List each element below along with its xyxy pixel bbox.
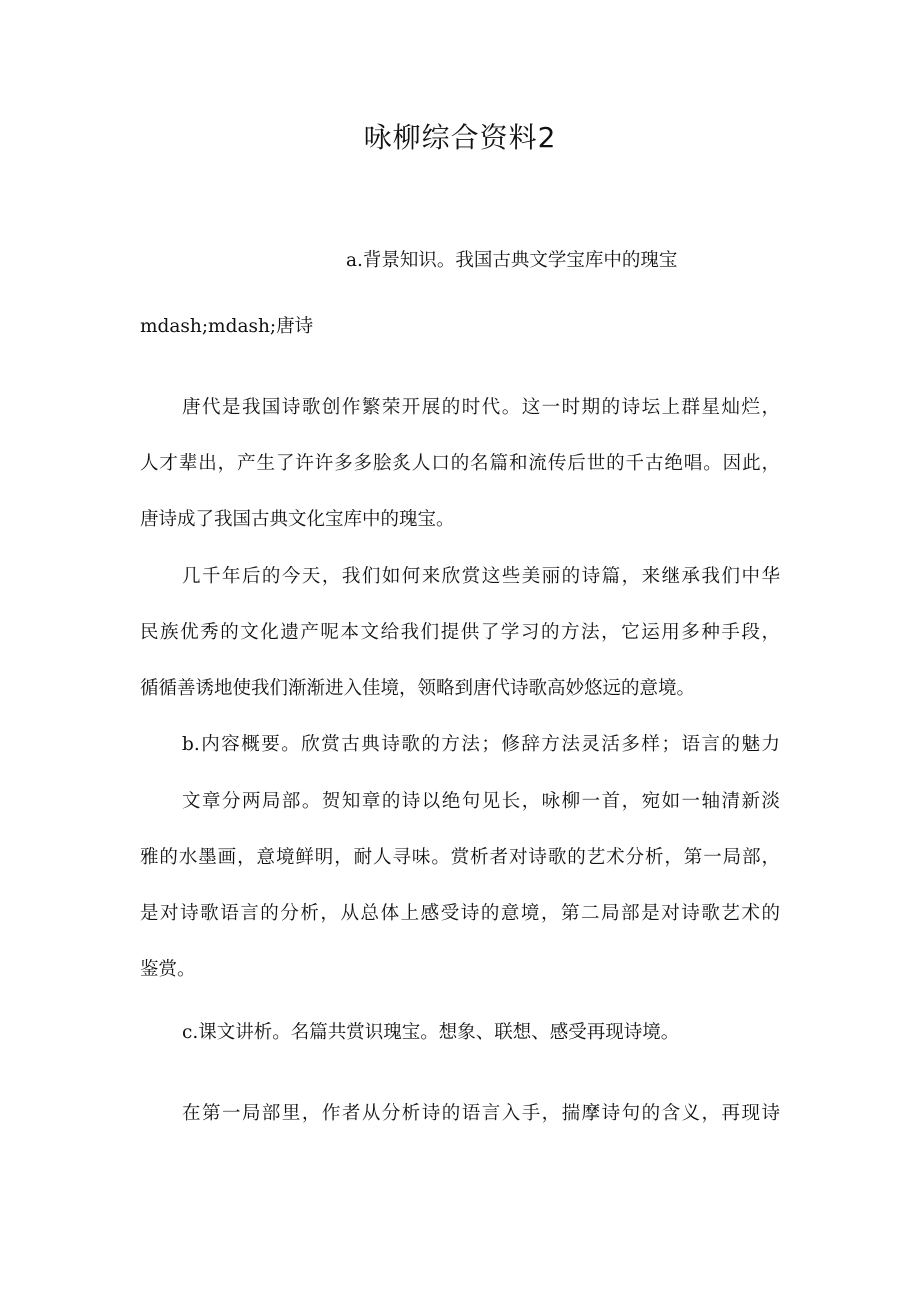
paragraph-line: 文章分两局部。贺知章的诗以绝句见长，咏柳一首，宛如一轴清新淡: [182, 791, 780, 812]
section-b-heading: b.内容概要。欣赏古典诗歌的方法；修辞方法灵活多样；语言的魅力: [182, 734, 780, 755]
paragraph-line: 唐代是我国诗歌创作繁荣开展的时代。这一时期的诗坛上群星灿烂，: [182, 397, 780, 418]
paragraph-line: 几千年后的今天，我们如何来欣赏这些美丽的诗篇，来继承我们中华: [182, 566, 780, 587]
paragraph-line: 在第一局部里，作者从分析诗的语言入手，揣摩诗句的含义，再现诗: [182, 1103, 780, 1124]
paragraph-line: 唐诗成了我国古典文化宝库中的瑰宝。: [140, 509, 455, 530]
paragraph-line: 人才辈出，产生了许许多多脍炙人口的名篇和流传后世的千古绝唱。因此，: [140, 453, 780, 474]
section-c-heading: c.课文讲析。名篇共赏识瑰宝。想象、联想、感受再现诗境。: [182, 1022, 680, 1043]
document-title: 咏柳综合资料2: [363, 121, 557, 154]
paragraph-line: 雅的水墨画，意境鲜明，耐人寻味。赏析者对诗歌的艺术分析，第一局部，: [140, 847, 780, 868]
paragraph-line: 鉴赏。: [140, 959, 196, 980]
section-a-heading-continued: mdash;mdash;唐诗: [140, 316, 314, 337]
section-a-heading: a.背景知识。我国古典文学宝库中的瑰宝: [346, 250, 678, 271]
paragraph-line: 循循善诱地使我们渐渐进入佳境，领略到唐代诗歌高妙悠远的意境。: [140, 678, 696, 699]
paragraph-line: 是对诗歌语言的分析，从总体上感受诗的意境，第二局部是对诗歌艺术的: [140, 903, 780, 924]
paragraph-line: 民族优秀的文化遗产呢本文给我们提供了学习的方法，它运用多种手段，: [140, 622, 780, 643]
